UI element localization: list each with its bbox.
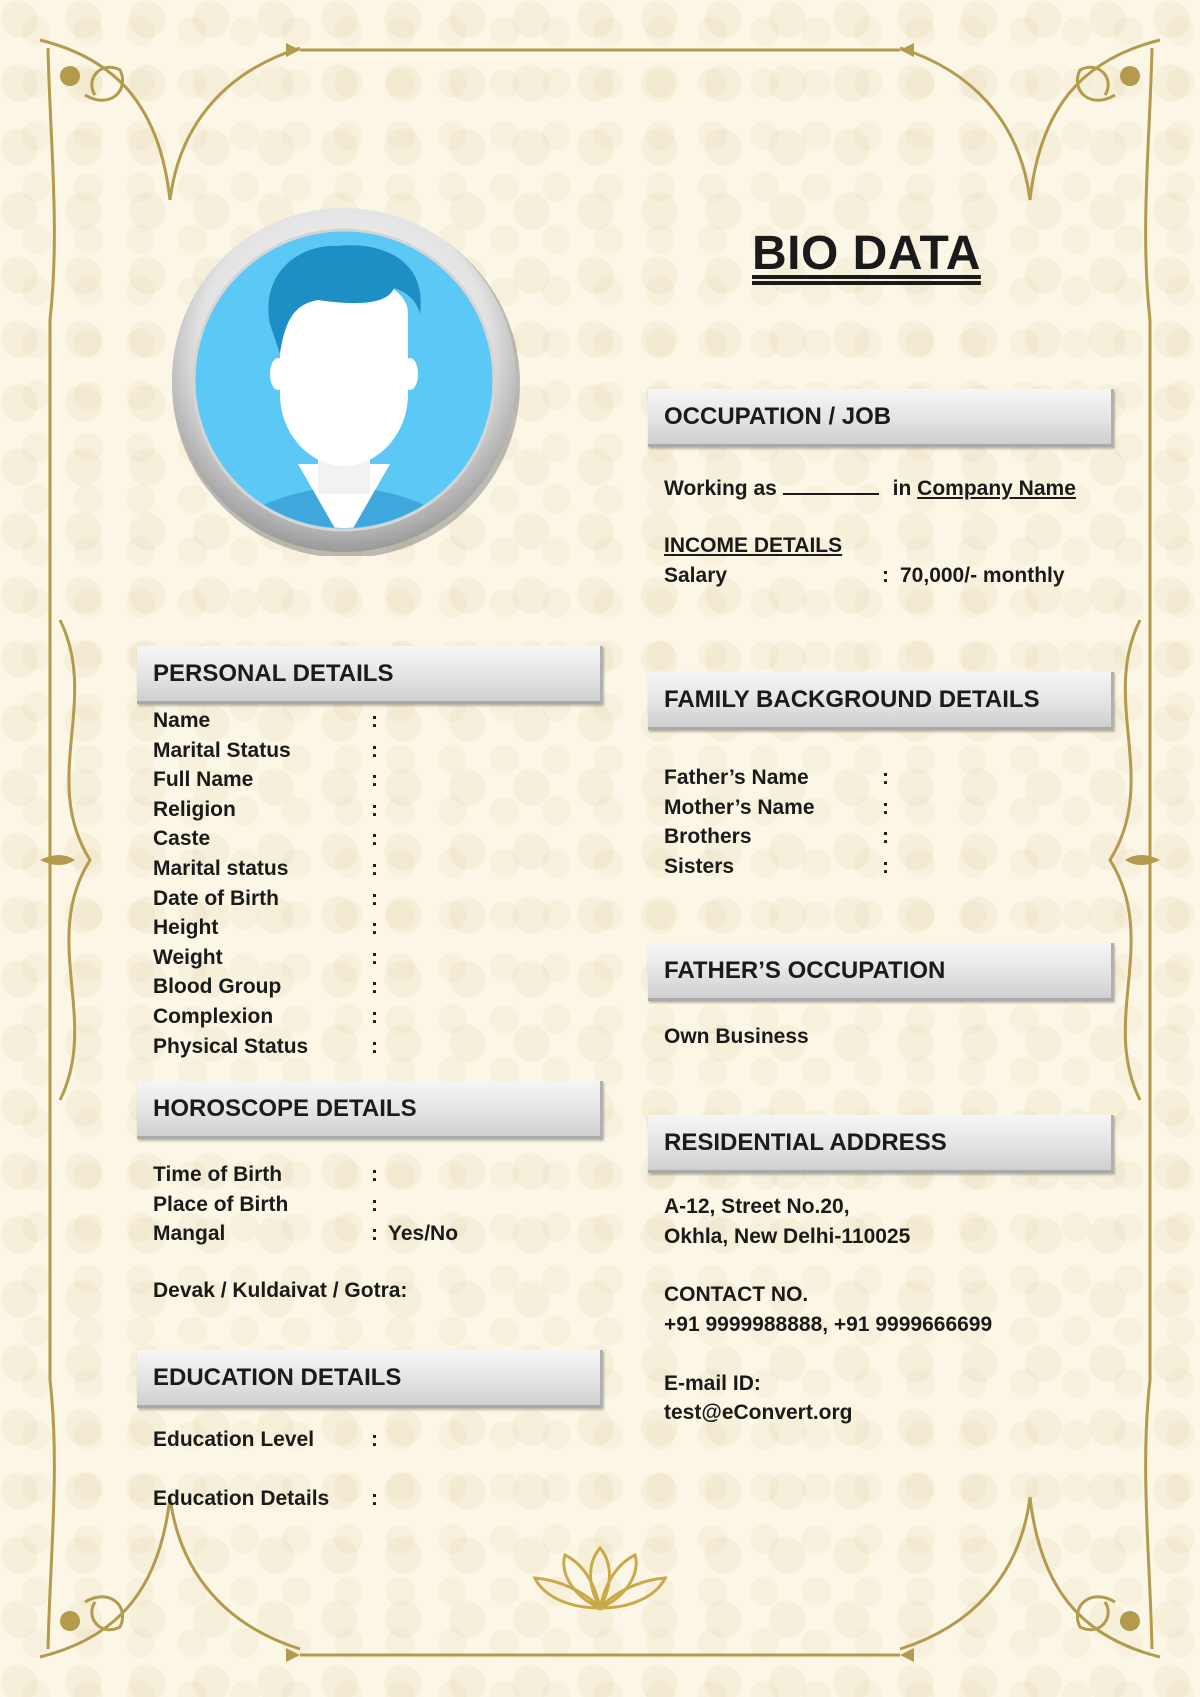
- detail-row: [153, 706, 628, 736]
- in-label: in: [892, 477, 912, 500]
- personal-details-header: [137, 646, 603, 704]
- detail-label: Mangal: [153, 1222, 226, 1246]
- detail-row: [153, 824, 628, 854]
- lotus-icon: [535, 1548, 665, 1608]
- detail-colon: :: [882, 825, 889, 849]
- detail-label: Time of Birth: [153, 1163, 283, 1186]
- income-details-heading: INCOME DETAILS: [664, 534, 843, 557]
- detail-colon: :: [371, 916, 378, 940]
- detail-row: [153, 1219, 628, 1249]
- occupation-header: [648, 389, 1114, 447]
- detail-label: Blood Group: [153, 975, 282, 999]
- detail-label: Religion: [153, 797, 236, 821]
- detail-row: [153, 1002, 628, 1032]
- residential-address-title: RESIDENTIAL ADDRESS: [664, 1129, 947, 1156]
- detail-row: [153, 795, 628, 825]
- detail-row: [153, 1032, 628, 1062]
- detail-colon: :: [371, 945, 378, 969]
- working-as-line: [664, 475, 1076, 501]
- detail-colon: :: [371, 1222, 378, 1246]
- email-value: test@eConvert.org: [664, 1401, 853, 1424]
- detail-row: [153, 913, 628, 943]
- detail-colon: :: [371, 975, 378, 999]
- detail-row: [153, 736, 628, 766]
- detail-label: Mother’s Name: [664, 795, 815, 819]
- detail-colon: :: [371, 1163, 378, 1186]
- working-as-blank: [783, 475, 879, 495]
- detail-label: Full Name: [153, 768, 254, 792]
- page-title: BIO DATA: [752, 227, 981, 280]
- email-label: E-mail ID:: [664, 1372, 761, 1395]
- family-background-header: [648, 672, 1114, 730]
- detail-row: [664, 822, 1139, 852]
- detail-label: Sisters: [664, 854, 735, 878]
- detail-colon: :: [371, 797, 378, 821]
- detail-colon: :: [371, 709, 378, 732]
- detail-row: [153, 1484, 628, 1514]
- detail-label: Father’s Name: [664, 766, 809, 789]
- detail-row: [664, 763, 1139, 793]
- horoscope-details-header: [137, 1081, 603, 1139]
- detail-label: Place of Birth: [153, 1192, 289, 1216]
- detail-colon: :: [371, 886, 378, 910]
- detail-colon: :: [371, 857, 378, 880]
- horoscope-details-title: HOROSCOPE DETAILS: [153, 1095, 417, 1122]
- detail-row: [664, 793, 1139, 823]
- detail-colon: :: [371, 738, 378, 762]
- company-name: Company Name: [917, 477, 1076, 500]
- detail-row: [153, 765, 628, 795]
- detail-label: Height: [153, 916, 219, 940]
- detail-row: [153, 972, 628, 1002]
- residential-address-header: [648, 1115, 1114, 1173]
- devak-label: Devak / Kuldaivat / Gotra:: [153, 1279, 408, 1302]
- education-details-header: [137, 1350, 603, 1408]
- detail-row: [153, 1160, 628, 1190]
- detail-label: Marital status: [153, 857, 289, 880]
- detail-colon: :: [882, 795, 889, 819]
- detail-label: Marital Status: [153, 738, 291, 762]
- contact-value: +91 9999988888, +91 9999666699: [664, 1313, 993, 1336]
- fathers-occupation-title: FATHER’S OCCUPATION: [664, 957, 946, 984]
- detail-row: [153, 1190, 628, 1220]
- detail-colon: :: [371, 1428, 378, 1451]
- detail-label: Brothers: [664, 825, 752, 849]
- salary-label: Salary: [664, 564, 728, 587]
- family-background-title: FAMILY BACKGROUND DETAILS: [664, 686, 1040, 713]
- user-avatar-icon: [168, 204, 520, 556]
- detail-colon: :: [371, 768, 378, 792]
- detail-label: Caste: [153, 827, 211, 851]
- address-line-1: A-12, Street No.20,: [664, 1195, 850, 1218]
- detail-colon: :: [371, 1487, 378, 1510]
- personal-details-title: PERSONAL DETAILS: [153, 660, 394, 687]
- detail-colon: :: [882, 854, 889, 878]
- detail-row: [153, 943, 628, 973]
- detail-label: Weight: [153, 945, 223, 969]
- detail-row: [153, 854, 628, 884]
- fathers-occupation-value: Own Business: [664, 1025, 809, 1048]
- detail-label: Education Details: [153, 1487, 330, 1510]
- contact-label: CONTACT NO.: [664, 1283, 809, 1306]
- detail-value: Yes/No: [388, 1222, 459, 1246]
- detail-label: Education Level: [153, 1428, 315, 1451]
- occupation-title: OCCUPATION / JOB: [664, 403, 892, 430]
- detail-colon: :: [371, 1192, 378, 1216]
- detail-label: Complexion: [153, 1005, 274, 1028]
- fathers-occupation-header: [648, 943, 1114, 1001]
- salary-colon: :: [882, 564, 889, 587]
- detail-colon: :: [371, 1005, 378, 1028]
- detail-colon: :: [371, 827, 378, 851]
- detail-colon: :: [882, 766, 889, 789]
- detail-row: [153, 1425, 628, 1455]
- salary-value: 70,000/- monthly: [900, 564, 1065, 587]
- working-as-label: Working as: [664, 477, 777, 500]
- education-details-title: EDUCATION DETAILS: [153, 1364, 402, 1391]
- address-line-2: Okhla, New Delhi-110025: [664, 1225, 911, 1248]
- detail-colon: :: [371, 1034, 378, 1058]
- detail-label: Date of Birth: [153, 886, 279, 910]
- detail-row: [153, 884, 628, 914]
- detail-label: Physical Status: [153, 1034, 309, 1058]
- detail-row: [664, 852, 1139, 882]
- detail-label: Name: [153, 709, 211, 732]
